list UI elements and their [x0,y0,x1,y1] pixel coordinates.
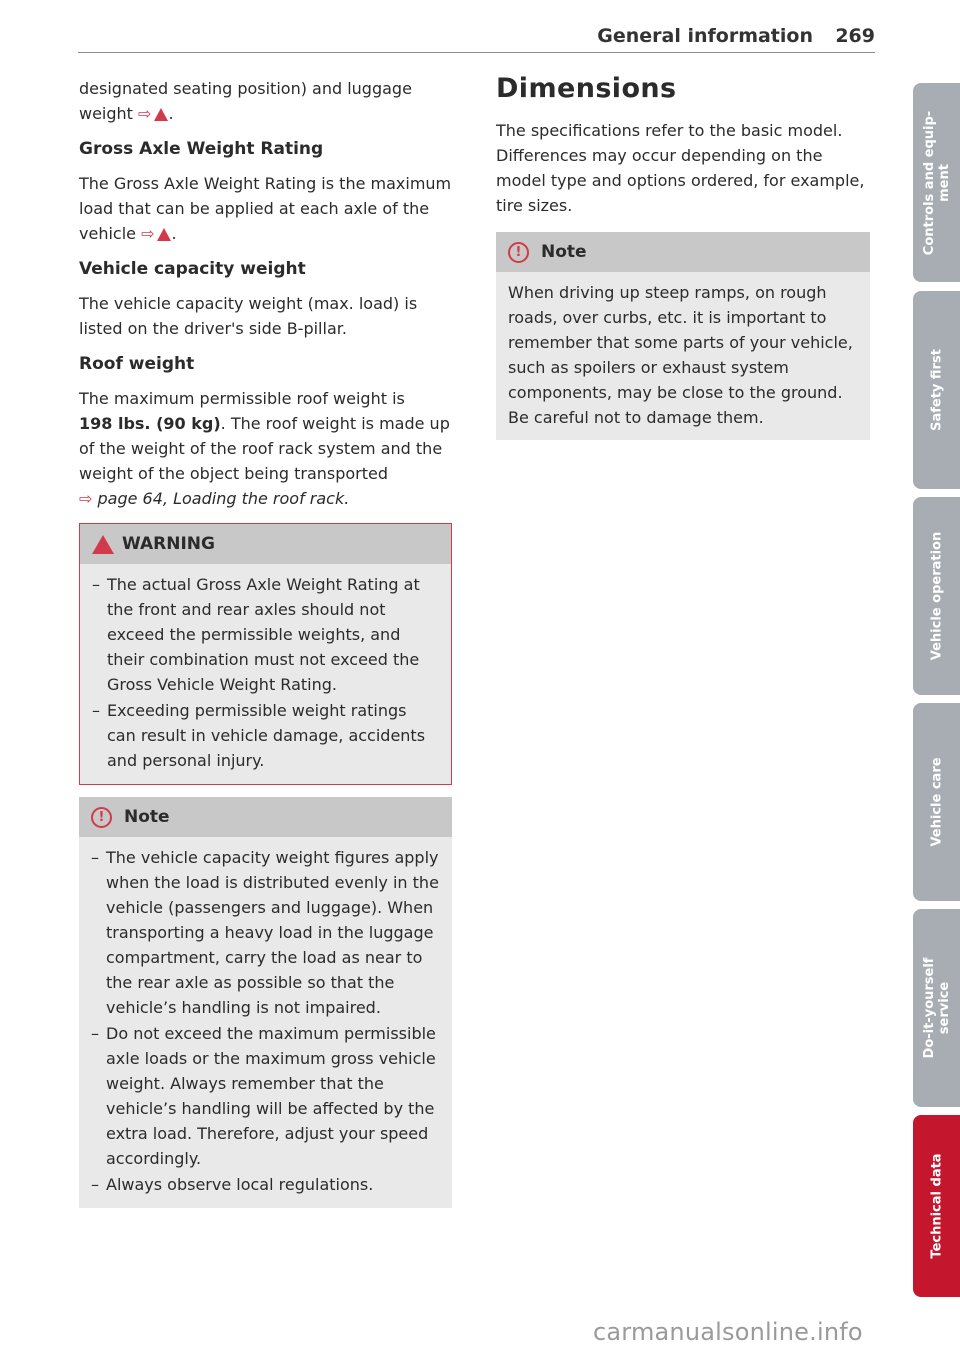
list-item: – Do not exceed the maximum permissible axle loads or the maximum gross vehicle weight. Always remember that the vehicle’s handling will be affected by the extra load. Therefore, adjust your speed accordingly. [91,1021,440,1171]
dimensions-heading: Dimensions [496,73,677,104]
note-body [496,272,870,440]
left-column [79,76,452,1219]
warning-box [79,523,452,785]
capacity-paragraph: The vehicle capacity weight (max. load) is listed on the driver's side B-pillar. [79,294,418,338]
gawr-heading: Gross Axle Weight Rating [79,139,324,159]
roof-weight-value: 198 lbs. (90 kg) [79,414,221,433]
tab-label: Do-it-yourself service [921,957,952,1059]
page-reference-link[interactable]: page 64, Loading the roof rack. [97,489,350,508]
tab-do-it-yourself-service[interactable] [913,909,960,1107]
list-item: – Exceeding permissible weight ratings can result in vehicle damage, accidents and personal injury. [92,698,439,773]
note-box [79,797,452,1208]
capacity-heading: Vehicle capacity weight [79,259,306,279]
warning-body [80,564,451,784]
dimensions-paragraph: The specifications refer to the basic model. Differences may occur depending on the model type and options ordered, for example, tire sizes. [496,121,865,215]
intro-paragraph: designated seating position) and luggage weight ⇨ . [79,79,412,123]
tab-label: Vehicle operation [929,531,944,661]
tab-technical-data[interactable] [913,1115,960,1297]
note-list [91,845,440,1197]
intro-line: designated seating position) and luggage [79,79,412,98]
arrow-right-icon: ⇨ [138,104,152,123]
list-item: – The vehicle capacity weight figures apply when the load is distributed evenly in the vehicle (passengers and luggage). When transporting a heavy load in the luggage compartment, carry the load as near to the rear axle as possible so that the vehicle’s handling is not impaired. [91,845,440,1020]
tab-label: Technical data [929,1153,944,1259]
gawr-paragraph: The Gross Axle Weight Rating is the maximum load that can be applied at each axle of the vehicle ⇨ . [79,174,452,243]
warning-triangle-icon [92,535,114,554]
note-text: When driving up steep ramps, on rough roads, over curbs, etc. it is important to remember that some parts of your vehicle, such as spoilers or exhaust system components, may be close to the ground. Be careful not to damage them. [508,283,853,427]
page-number: 269 [835,25,875,47]
tab-safety-first[interactable] [913,291,960,489]
tab-label: Vehicle care [929,757,944,847]
watermark: carmanualsonline.info [593,1318,863,1346]
warning-triangle-icon [157,228,171,241]
warning-triangle-icon [154,108,168,121]
note-icon: ! [91,807,112,828]
note-header [79,797,452,837]
note-box [496,232,870,440]
warning-title: WARNING [122,533,215,554]
list-item: – Always observe local regulations. [91,1172,440,1197]
roof-heading: Roof weight [79,354,195,374]
page-header [78,22,875,53]
note-header [496,232,870,272]
warning-header [80,524,451,564]
roof-paragraph [79,386,452,511]
roof-text: . The roof weight is made up of the weight of the roof rack system and the weight of the object being transported [79,414,450,483]
roof-text: The maximum permissible roof weight is [79,389,405,408]
intro-line: weight [79,104,133,123]
right-column [496,72,870,451]
arrow-right-icon: ⇨ [141,224,155,243]
warning-list [92,572,439,773]
note-icon: ! [508,242,529,263]
tab-label: Safety first [929,349,944,431]
list-item: – The actual Gross Axle Weight Rating at the front and rear axles should not exceed the permissible weights, and their combination must not exceed the Gross Vehicle Weight Rating. [92,572,439,697]
tab-controls-and-equipment[interactable] [913,83,960,282]
section-title: General information [597,25,813,47]
gawr-text: The Gross Axle Weight Rating is the maximum load that can be applied at each axle of the vehicle [79,174,452,243]
note-title: Note [124,806,170,827]
arrow-right-icon: ⇨ [79,489,93,508]
tab-label: Controls and equip- ment [921,110,952,255]
note-body [79,837,452,1208]
tab-vehicle-operation[interactable] [913,497,960,695]
note-title: Note [541,241,587,262]
tab-vehicle-care[interactable] [913,703,960,901]
